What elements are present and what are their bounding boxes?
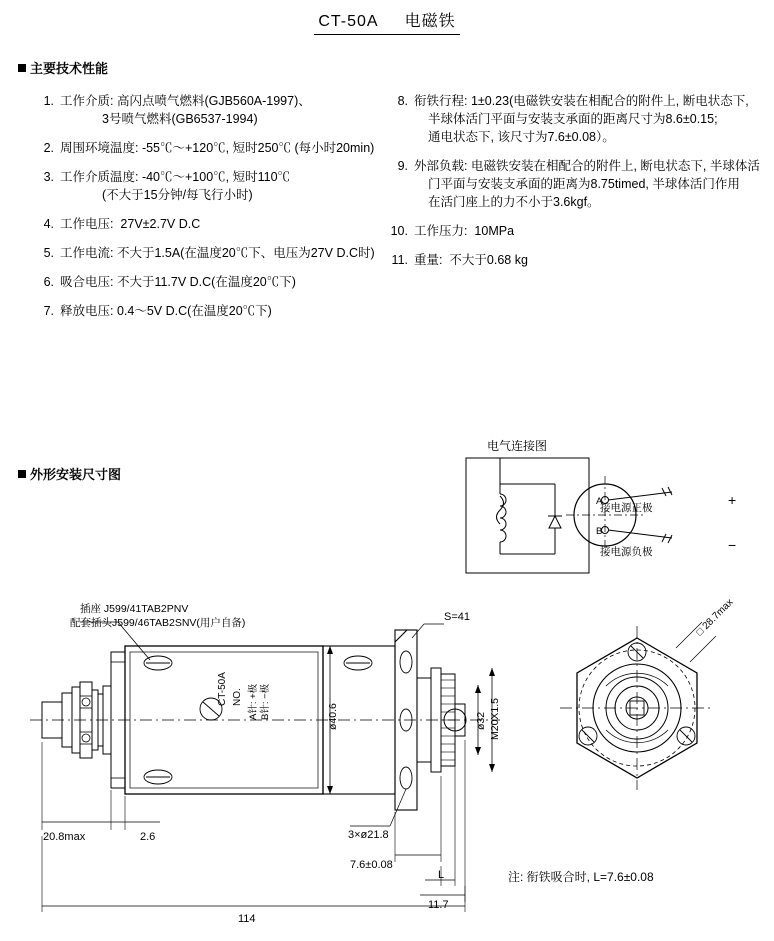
list-item [382,92,760,146]
list-item-number: 1. [43,94,54,108]
spec-list-right [382,92,760,280]
list-item-number: 6. [43,275,54,289]
list-item-number: 7. [43,304,54,318]
dim-11-7: 11.7 [428,899,449,911]
list-item [382,222,760,240]
section-heading-performance [18,58,108,77]
list-item-line: 外部负载: 电磁铁安装在相配合的附件上, 断电状态下, 半球体活 [414,159,760,173]
section-heading-dimensions-label: 外形安装尺寸图 [30,467,122,482]
list-item-line: 工作介质: 高闪点喷气燃料(GJB560A-1997)、 [60,94,311,108]
list-item-line: 重量: 不大于0.68 kg [414,253,528,267]
body-label-b: B针: −极 [260,683,271,720]
list-item [28,215,358,233]
list-item [382,251,760,269]
sign-plus: + [728,492,737,508]
list-item [28,273,358,291]
dim-body-diameter: ø40.6 [327,703,339,730]
electrical-connection-diagram [440,450,720,590]
outline-dimension-drawing [0,590,774,940]
list-item-line: 半球体活门平面与安装支承面的距离尺寸为8.6±0.15; [428,112,718,126]
list-item [28,139,375,157]
title-name: 电磁铁 [404,13,456,30]
svg-text:A: A [596,496,603,507]
section-heading-dimensions [18,464,121,483]
list-item [28,168,358,204]
svg-text:B: B [596,526,603,537]
list-item [28,302,358,320]
list-item-line: 衔铁行程: 1±0.23(电磁铁安装在相配合的附件上, 断电状态下, [414,94,749,108]
label-negative-terminal: 接电源负极 [600,546,653,558]
list-item-number: 5. [43,246,54,260]
dim-2-6: 2.6 [140,831,156,843]
list-item [28,92,358,128]
spec-list-left [28,92,375,331]
electrical-diagram-title: 电气连接图 [487,439,548,453]
dim-7-6: 7.6±0.08 [350,859,393,871]
list-item-line: 通电状态下, 该尺寸为7.6±0.08）。 [428,130,615,144]
square-bullet-icon [18,64,26,72]
list-item-line: 周围环境温度: -55℃～+120℃, 短时250℃ (每小时20min) [60,141,375,155]
list-item-number: 3. [43,170,54,184]
list-item-line: 吸合电压: 不大于11.7V D.C(在温度20℃下) [60,275,296,289]
dim-spanner: S=41 [444,611,470,623]
list-item-line: 工作压力: 10MPa [414,224,515,238]
list-item-number: 4. [43,217,54,231]
page-title [0,8,774,35]
dim-114: 114 [238,913,256,925]
list-item-line: (不大于15分钟/每飞行小时) [102,188,253,202]
list-item-number: 9. [397,159,408,173]
list-item-number: 11. [391,253,408,267]
label-positive-terminal: 接电源正极 [600,502,653,514]
list-item-line: 工作电流: 不大于1.5A(在温度20℃下、电压为27V D.C时) [60,246,375,260]
list-item-number: 8. [397,94,408,108]
dim-thread: M20X1.5 [489,697,501,740]
list-item-line: 3号喷气燃料(GB6537-1994) [102,112,258,126]
dim-hex: □ 28.7max [694,596,736,639]
list-item [28,244,375,262]
section-heading-performance-label: 主要技术性能 [30,61,109,76]
list-item-line: 门平面与安装支承面的距离为8.75timed, 半球体活门作用 [428,177,740,191]
sign-minus: − [728,537,737,553]
dim-L: L [438,869,445,881]
dim-diameter-32: ø32 [475,711,487,730]
dim-3x21-8: 3×ø21.8 [348,829,389,841]
body-label-no: NO. [232,688,243,706]
title-model: CT-50A [318,13,379,30]
dim-20-8: 20.8max [43,831,86,843]
list-item [382,157,760,211]
body-label-model: CT-50A [217,672,228,706]
square-bullet-icon [18,470,26,478]
list-item-line: 工作介质温度: -40℃～+100℃, 短时110℃ [60,170,291,184]
connector-label-line2: 配套插头J599/46TAB2SNV(用户自备) [70,617,246,629]
list-item-line: 在活门座上的力不小于3.6kgf。 [428,195,600,209]
list-item-line: 释放电压: 0.4～5V D.C(在温度20℃下) [60,304,272,318]
list-item-number: 10. [390,224,408,238]
body-label-a: A针: +极 [248,683,259,720]
connector-label-line1: 插座 J599/41TAB2PNV [80,603,189,615]
list-item-number: 2. [43,141,54,155]
drawing-note: 注: 衔铁吸合时, L=7.6±0.08 [508,870,654,884]
list-item-line: 工作电压: 27V±2.7V D.C [60,217,201,231]
